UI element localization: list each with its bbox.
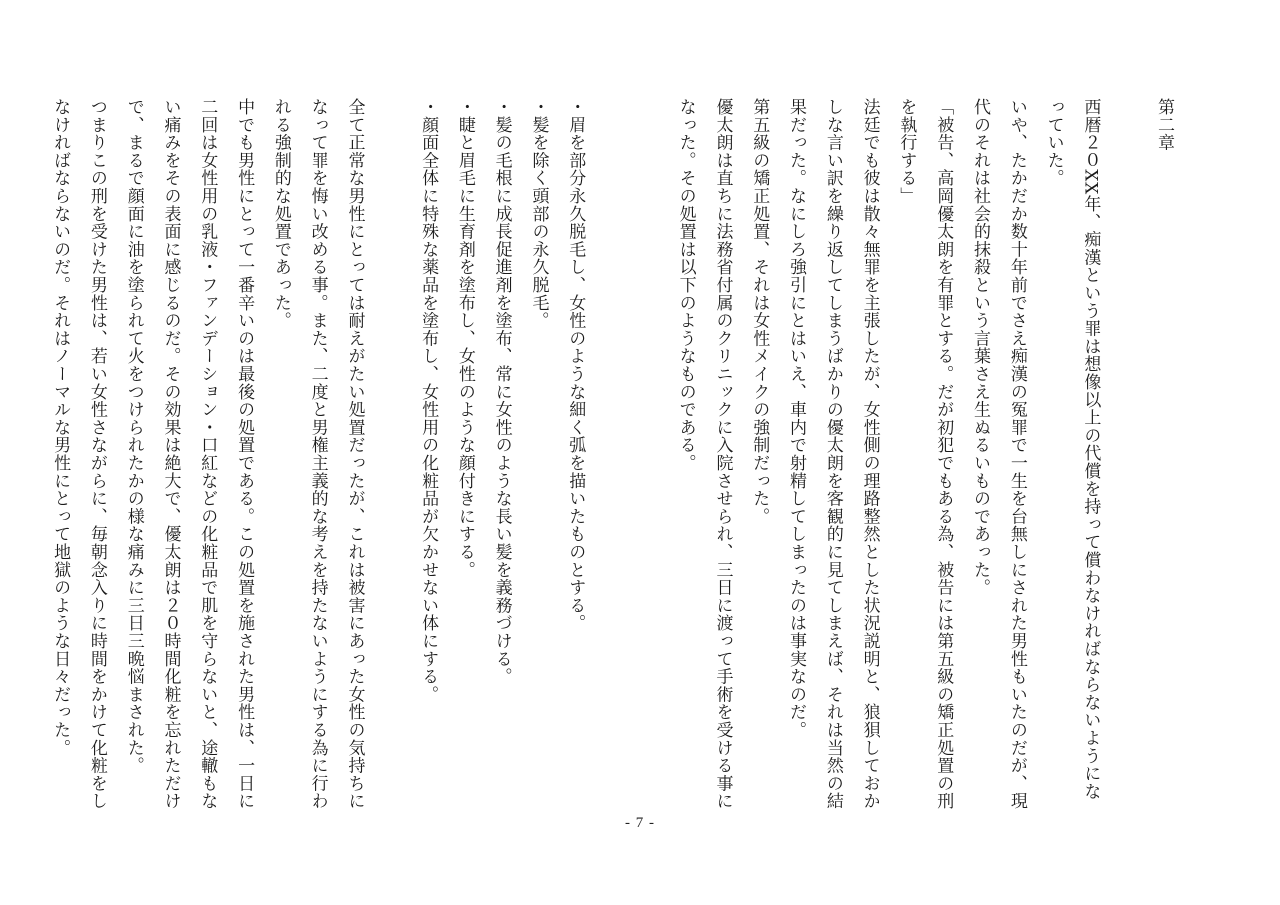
text-line: ・髪を除く頭部の永久脱毛。 [528,98,549,330]
text-line: 全て正常な男性にとっては耐えがたい処置だったが、これは被害にあった女性の気持ちに [344,98,365,810]
text-line: 果だった。なにしろ強引にとはいえ、車内で射精してしまったのは事実なのだ。 [786,98,807,739]
text-line [630,98,667,808]
text-line: ・顔面全体に特殊な薬品を塗布し、女性用の化粧品が欠かせない体にする。 [418,98,439,704]
text-line: なって罪を悔い改める事。また、二度と男権主義的な考えを持たないようにする為に行わ [307,98,328,810]
text-line: い痛みをその表面に感じるのだ。その効果は絶大で、優太朗は２０時間化粧を忘れただけ [160,98,181,810]
text-line: なった。その処置は以下のようなものである。 [675,98,696,472]
page-number: - 7 - [625,815,655,831]
text-line: 二回は女性用の乳液・ファンデーション・口紅などの化粧品で肌を守らないと、途轍もな [197,98,218,810]
text-line: つまりこの刑を受けた男性は、若い女性さながらに、毎朝念入りに時間をかけて化粧をし [86,98,107,810]
text-line: ・髪の毛根に成長促進剤を塗布、常に女性のような長い髪を義務づける。 [491,98,512,686]
text-line: っていた。 [1043,98,1064,187]
text-line: 代のそれは社会的抹殺という言葉さえ生ぬるいものであった。 [970,98,991,597]
text-line: いや、たかだか数十年前でさえ痴漢の冤罪で一生を台無しにされた男性もいたのだが、現 [1006,98,1027,810]
text-line: なければならないのだ。それはノーマルな男性にとって地獄のような日々だった。 [50,98,71,757]
text-line: 中でも男性にとって一番辛いのは最後の処置である。この処置を施された男性は、一日に [234,98,255,810]
text-line [1108,98,1145,808]
chapter-heading: 第二章 [1154,98,1174,152]
text-line [0,98,5,808]
text-line: ・睫と眉毛に生育剤を塗布し、女性のような顔付きにする。 [454,98,475,579]
text-line: れる強制的な処置であった。 [270,98,291,330]
text-line: 「被告、高岡優太朗を有罪とする。だが初犯でもある為、被告には第五級の矯正処置の刑 [933,98,954,810]
text-line: ・眉を部分永久脱毛し、女性のような細く弧を描いたものとする。 [565,98,586,632]
text-line [5,98,42,808]
text-line: で、まるで顔面に油を塗られて火をつけられたかの様な痛みに三日三晩悩まされた。 [123,98,144,775]
text-line [593,98,630,808]
text-line: を執行する」 [896,98,917,205]
text-line: 第五級の矯正処置、それは女性メイクの強制だった。 [749,98,770,526]
text-line: 法廷でも彼は散々無罪を主張したが、女性側の理路整然とした状況説明と、狼狽しておか [859,98,880,810]
text-line: しな言い訳を繰り返してしまうばかりの優太朗を客観的に見てしまえば、それは当然の結 [822,98,843,810]
text-line: 優太朗は直ちに法務省付属のクリニックに入院させられ、三日に渡って手術を受ける事に [712,98,733,810]
text-line [372,98,409,808]
text-line: 西暦２０XX年、痴漢という罪は想像以上の代償を持って償わなければならないようにな [1080,98,1101,801]
vertical-text-body [50,98,1182,810]
